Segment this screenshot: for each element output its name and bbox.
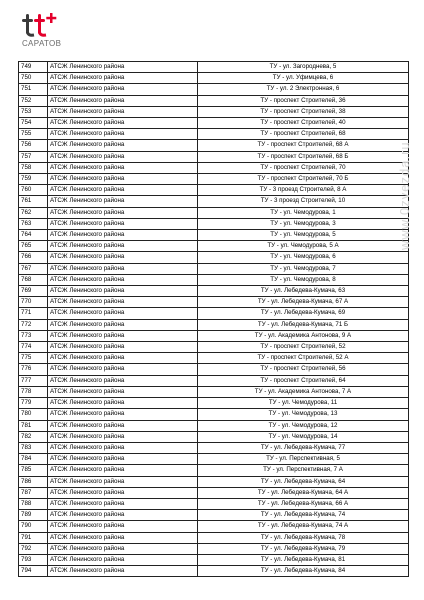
table-row — [19, 521, 409, 532]
row-number: 790 — [19, 521, 48, 532]
address-cell: ТУ - ул. Лебедева-Кумача, 67 А — [198, 297, 409, 308]
address-cell: ТУ - ул. Академика Антонова, 7 А — [198, 386, 409, 397]
table-row — [19, 106, 409, 117]
row-number: 758 — [19, 162, 48, 173]
row-number: 760 — [19, 185, 48, 196]
address-cell: ТУ - 3 проезд Строителей, 8 А — [198, 185, 409, 196]
address-cell: ТУ - ул. Загороднева, 5 — [198, 62, 409, 73]
row-number: 762 — [19, 207, 48, 218]
address-cell: ТУ - ул. Чемодурова, 1 — [198, 207, 409, 218]
row-number: 766 — [19, 252, 48, 263]
table-row — [19, 263, 409, 274]
row-number: 767 — [19, 263, 48, 274]
table-row — [19, 207, 409, 218]
address-cell: ТУ - ул. Лебедева-Кумача, 64 А — [198, 487, 409, 498]
organization-name: АТСЖ Ленинского района — [48, 330, 198, 341]
row-number: 750 — [19, 73, 48, 84]
organization-name: АТСЖ Ленинского района — [48, 274, 198, 285]
organization-name: АТСЖ Ленинского района — [48, 263, 198, 274]
table-row — [19, 162, 409, 173]
address-cell: ТУ - ул. Академика Антонова, 9 А — [198, 330, 409, 341]
table-row — [19, 95, 409, 106]
table-row — [19, 129, 409, 140]
address-cell: ТУ - ул. Чемодурова, 3 — [198, 218, 409, 229]
row-number: 782 — [19, 431, 48, 442]
address-table — [18, 61, 409, 577]
row-number: 756 — [19, 140, 48, 151]
organization-name: АТСЖ Ленинского района — [48, 543, 198, 554]
organization-name: АТСЖ Ленинского района — [48, 129, 198, 140]
organization-name: АТСЖ Ленинского района — [48, 140, 198, 151]
row-number: 777 — [19, 375, 48, 386]
row-number: 768 — [19, 274, 48, 285]
row-number: 776 — [19, 364, 48, 375]
table-row — [19, 230, 409, 241]
organization-name: АТСЖ Ленинского района — [48, 532, 198, 543]
address-cell: ТУ - проспект Строителей, 38 — [198, 106, 409, 117]
organization-name: АТСЖ Ленинского района — [48, 241, 198, 252]
logo-city-label: САРАТОВ — [22, 39, 62, 48]
table-row — [19, 554, 409, 565]
organization-name: АТСЖ Ленинского района — [48, 454, 198, 465]
row-number: 754 — [19, 118, 48, 129]
organization-name: АТСЖ Ленинского района — [48, 84, 198, 95]
row-number: 775 — [19, 353, 48, 364]
row-number: 763 — [19, 218, 48, 229]
organization-name: АТСЖ Ленинского района — [48, 364, 198, 375]
address-cell: ТУ - проспект Строителей, 68 — [198, 129, 409, 140]
row-number: 787 — [19, 487, 48, 498]
table-row — [19, 185, 409, 196]
organization-name: АТСЖ Ленинского района — [48, 476, 198, 487]
table-row — [19, 409, 409, 420]
table-row — [19, 532, 409, 543]
address-cell: ТУ - проспект Строителей, 68 А — [198, 140, 409, 151]
table-row — [19, 308, 409, 319]
address-cell: ТУ - ул. Лебедева-Кумача, 79 — [198, 543, 409, 554]
address-cell: ТУ - проспект Строителей, 40 — [198, 118, 409, 129]
address-cell: ТУ - проспект Строителей, 52 — [198, 342, 409, 353]
table-row — [19, 174, 409, 185]
address-cell: ТУ - ул. Перспективная, 7 А — [198, 465, 409, 476]
address-cell: ТУ - ул. Лебедева-Кумача, 64 — [198, 476, 409, 487]
organization-name: АТСЖ Ленинского района — [48, 218, 198, 229]
address-cell: ТУ - проспект Строителей, 70 Б — [198, 174, 409, 185]
organization-name: АТСЖ Ленинского района — [48, 566, 198, 577]
organization-name: АТСЖ Ленинского района — [48, 353, 198, 364]
organization-name: АТСЖ Ленинского района — [48, 398, 198, 409]
row-number: 788 — [19, 498, 48, 509]
address-cell: ТУ - ул. Лебедева-Кумача, 78 — [198, 532, 409, 543]
organization-name: АТСЖ Ленинского района — [48, 409, 198, 420]
table-row — [19, 218, 409, 229]
organization-name: АТСЖ Ленинского района — [48, 521, 198, 532]
address-cell: ТУ - ул. Лебедева-Кумача, 81 — [198, 554, 409, 565]
row-number: 773 — [19, 330, 48, 341]
address-cell: ТУ - ул. Лебедева-Кумача, 63 — [198, 286, 409, 297]
table-row — [19, 342, 409, 353]
address-cell: ТУ - ул. Чемодурова, 14 — [198, 431, 409, 442]
organization-name: АТСЖ Ленинского района — [48, 151, 198, 162]
row-number: 757 — [19, 151, 48, 162]
organization-name: АТСЖ Ленинского района — [48, 297, 198, 308]
organization-name: АТСЖ Ленинского района — [48, 174, 198, 185]
table-row — [19, 465, 409, 476]
organization-name: АТСЖ Ленинского района — [48, 230, 198, 241]
organization-name: АТСЖ Ленинского района — [48, 207, 198, 218]
organization-name: АТСЖ Ленинского района — [48, 185, 198, 196]
organization-name: АТСЖ Ленинского района — [48, 442, 198, 453]
organization-name: АТСЖ Ленинского района — [48, 375, 198, 386]
table-row — [19, 364, 409, 375]
address-cell: ТУ - ул. Перспективная, 5 — [198, 454, 409, 465]
watermark: www.0zvezda.ru — [397, 141, 412, 250]
company-logo — [22, 12, 62, 48]
table-row — [19, 487, 409, 498]
row-number: 751 — [19, 84, 48, 95]
row-number: 755 — [19, 129, 48, 140]
row-number: 759 — [19, 174, 48, 185]
address-cell: ТУ - ул. Уфимцева, 6 — [198, 73, 409, 84]
address-cell: ТУ - проспект Строителей, 68 Б — [198, 151, 409, 162]
row-number: 765 — [19, 241, 48, 252]
row-number: 774 — [19, 342, 48, 353]
address-cell: ТУ - ул. Лебедева-Кумача, 77 — [198, 442, 409, 453]
row-number: 786 — [19, 476, 48, 487]
address-cell: ТУ - 3 проезд Строителей, 10 — [198, 196, 409, 207]
table-row — [19, 386, 409, 397]
organization-name: АТСЖ Ленинского района — [48, 498, 198, 509]
table-row — [19, 84, 409, 95]
row-number: 785 — [19, 465, 48, 476]
row-number: 769 — [19, 286, 48, 297]
address-cell: ТУ - ул. Чемодурова, 6 — [198, 252, 409, 263]
row-number: 784 — [19, 454, 48, 465]
table-row — [19, 398, 409, 409]
address-cell: ТУ - ул. Чемодурова, 5 — [198, 230, 409, 241]
table-row — [19, 476, 409, 487]
organization-name: АТСЖ Ленинского района — [48, 386, 198, 397]
table-row — [19, 140, 409, 151]
table-row — [19, 330, 409, 341]
table-row — [19, 319, 409, 330]
address-cell: ТУ - ул. 2 Электронная, 6 — [198, 84, 409, 95]
address-cell: ТУ - ул. Лебедева-Кумача, 84 — [198, 566, 409, 577]
row-number: 780 — [19, 409, 48, 420]
row-number: 783 — [19, 442, 48, 453]
organization-name: АТСЖ Ленинского района — [48, 286, 198, 297]
table-row — [19, 442, 409, 453]
organization-name: АТСЖ Ленинского района — [48, 95, 198, 106]
organization-name: АТСЖ Ленинского района — [48, 420, 198, 431]
address-cell: ТУ - проспект Строителей, 64 — [198, 375, 409, 386]
organization-name: АТСЖ Ленинского района — [48, 510, 198, 521]
row-number: 772 — [19, 319, 48, 330]
address-cell: ТУ - проспект Строителей, 52 А — [198, 353, 409, 364]
address-cell: ТУ - ул. Лебедева-Кумача, 74 А — [198, 521, 409, 532]
table-row — [19, 196, 409, 207]
table-row — [19, 73, 409, 84]
table-row — [19, 353, 409, 364]
organization-name: АТСЖ Ленинского района — [48, 554, 198, 565]
organization-name: АТСЖ Ленинского района — [48, 487, 198, 498]
row-number: 764 — [19, 230, 48, 241]
address-table-body — [19, 62, 409, 577]
address-cell: ТУ - ул. Лебедева-Кумача, 69 — [198, 308, 409, 319]
address-cell: ТУ - ул. Лебедева-Кумача, 66 А — [198, 498, 409, 509]
address-cell: ТУ - проспект Строителей, 36 — [198, 95, 409, 106]
table-row — [19, 297, 409, 308]
table-row — [19, 566, 409, 577]
table-row — [19, 252, 409, 263]
table-row — [19, 543, 409, 554]
table-row — [19, 118, 409, 129]
address-cell: ТУ - ул. Чемодурова, 8 — [198, 274, 409, 285]
row-number: 778 — [19, 386, 48, 397]
organization-name: АТСЖ Ленинского района — [48, 252, 198, 263]
table-row — [19, 375, 409, 386]
address-cell: ТУ - ул. Лебедева-Кумача, 71 Б — [198, 319, 409, 330]
organization-name: АТСЖ Ленинского района — [48, 319, 198, 330]
address-cell: ТУ - ул. Лебедева-Кумача, 74 — [198, 510, 409, 521]
t-plus-logo-icon — [22, 12, 62, 38]
row-number: 753 — [19, 106, 48, 117]
table-row — [19, 286, 409, 297]
table-row — [19, 454, 409, 465]
address-cell: ТУ - ул. Чемодурова, 13 — [198, 409, 409, 420]
table-row — [19, 498, 409, 509]
row-number: 789 — [19, 510, 48, 521]
table-row — [19, 241, 409, 252]
table-row — [19, 510, 409, 521]
organization-name: АТСЖ Ленинского района — [48, 465, 198, 476]
row-number: 792 — [19, 543, 48, 554]
organization-name: АТСЖ Ленинского района — [48, 73, 198, 84]
organization-name: АТСЖ Ленинского района — [48, 431, 198, 442]
organization-name: АТСЖ Ленинского района — [48, 62, 198, 73]
organization-name: АТСЖ Ленинского района — [48, 106, 198, 117]
address-cell: ТУ - проспект Строителей, 56 — [198, 364, 409, 375]
row-number: 771 — [19, 308, 48, 319]
table-row — [19, 151, 409, 162]
address-cell: ТУ - ул. Чемодурова, 11 — [198, 398, 409, 409]
row-number: 752 — [19, 95, 48, 106]
address-cell: ТУ - ул. Чемодурова, 5 А — [198, 241, 409, 252]
organization-name: АТСЖ Ленинского района — [48, 308, 198, 319]
row-number: 761 — [19, 196, 48, 207]
row-number: 781 — [19, 420, 48, 431]
row-number: 749 — [19, 62, 48, 73]
row-number: 791 — [19, 532, 48, 543]
organization-name: АТСЖ Ленинского района — [48, 118, 198, 129]
table-row — [19, 431, 409, 442]
table-row — [19, 420, 409, 431]
organization-name: АТСЖ Ленинского района — [48, 162, 198, 173]
organization-name: АТСЖ Ленинского района — [48, 196, 198, 207]
row-number: 770 — [19, 297, 48, 308]
address-cell: ТУ - ул. Чемодурова, 7 — [198, 263, 409, 274]
table-row — [19, 274, 409, 285]
organization-name: АТСЖ Ленинского района — [48, 342, 198, 353]
address-cell: ТУ - ул. Чемодурова, 12 — [198, 420, 409, 431]
table-row — [19, 62, 409, 73]
row-number: 793 — [19, 554, 48, 565]
row-number: 794 — [19, 566, 48, 577]
address-cell: ТУ - проспект Строителей, 70 — [198, 162, 409, 173]
row-number: 779 — [19, 398, 48, 409]
